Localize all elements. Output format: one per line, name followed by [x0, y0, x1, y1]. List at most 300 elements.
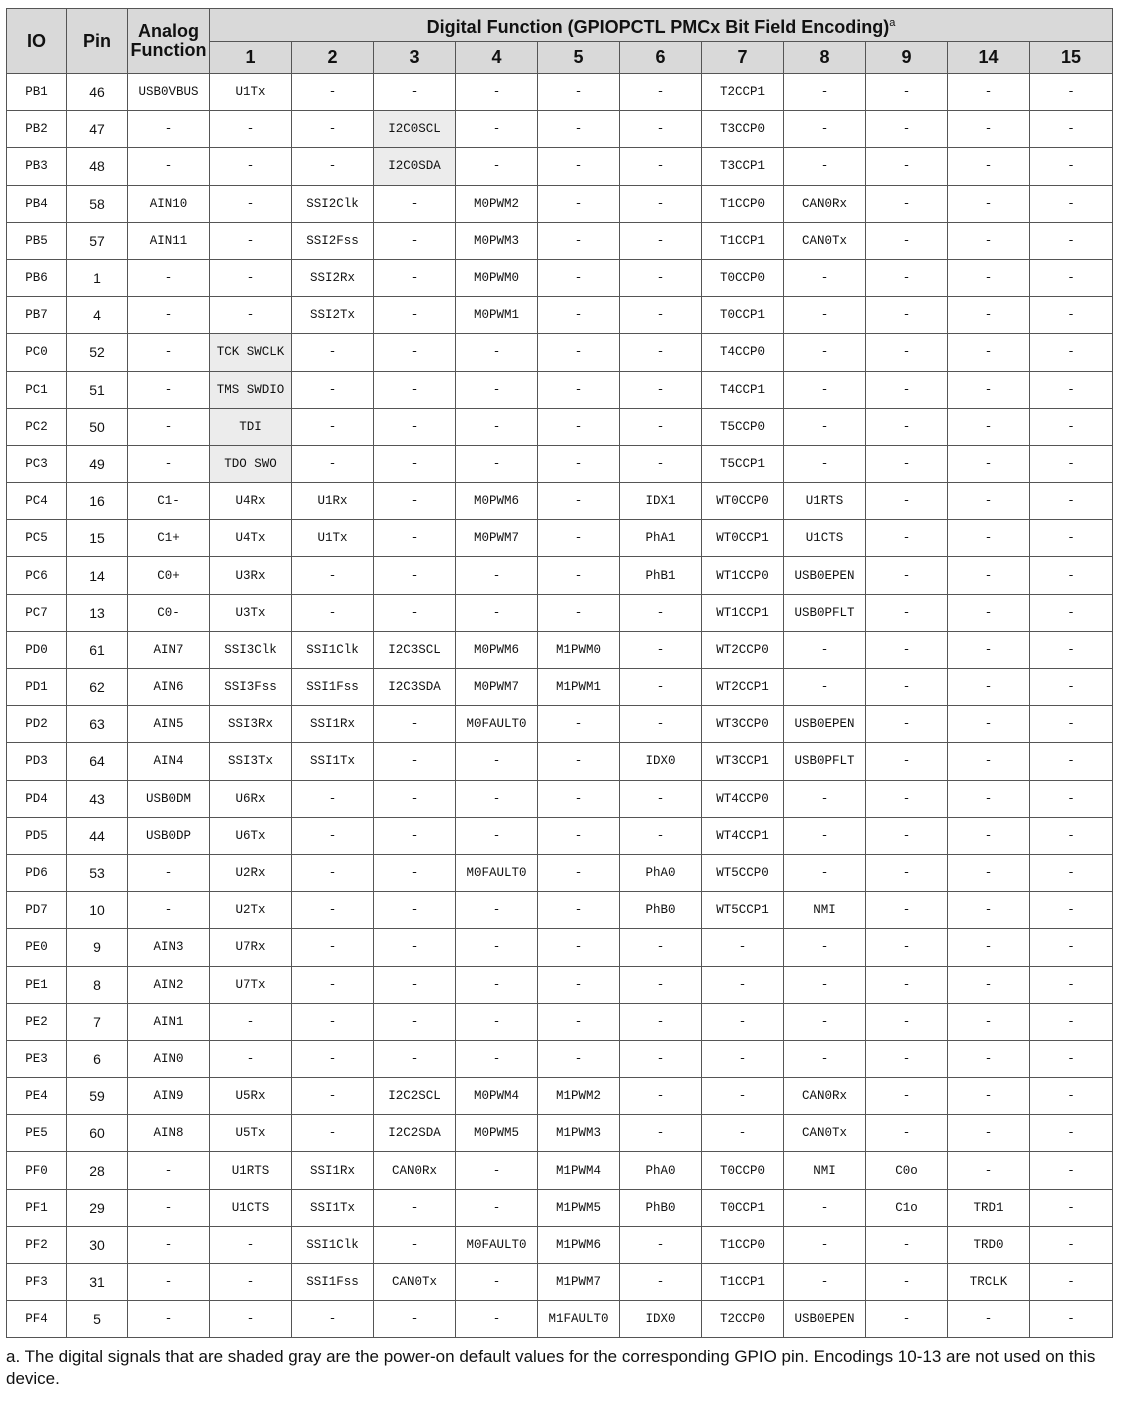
digital-function-cell: - [866, 929, 948, 966]
table-row [7, 966, 1113, 1003]
digital-function-cell: - [866, 669, 948, 706]
digital-function-cell: - [1030, 1152, 1113, 1189]
header-encoding: 14 [948, 42, 1030, 74]
digital-function-cell: - [1030, 445, 1113, 482]
digital-function-cell: C0o [866, 1152, 948, 1189]
digital-function-cell: - [1030, 1115, 1113, 1152]
digital-function-cell: U3Tx [210, 594, 292, 631]
digital-function-cell: M1PWM1 [538, 669, 620, 706]
table-row [7, 594, 1113, 631]
digital-function-cell: - [456, 1003, 538, 1040]
digital-function-cell: - [784, 1226, 866, 1263]
digital-function-cell: - [292, 1040, 374, 1077]
digital-function-cell: - [784, 74, 866, 111]
digital-function-cell: - [456, 1152, 538, 1189]
table-row [7, 743, 1113, 780]
io-cell: PD4 [7, 780, 67, 817]
table-footnote [6, 1346, 1116, 1390]
footnote-reference: a [889, 16, 896, 29]
digital-function-cell: CAN0Tx [374, 1264, 456, 1301]
digital-function-cell: - [948, 1301, 1030, 1338]
digital-function-cell: M0PWM4 [456, 1078, 538, 1115]
digital-function-cell: - [1030, 780, 1113, 817]
table-row [7, 1078, 1113, 1115]
digital-function-cell: - [866, 594, 948, 631]
digital-function-cell: - [456, 1040, 538, 1077]
header-encoding: 2 [292, 42, 374, 74]
analog-function-cell: - [128, 1189, 210, 1226]
digital-function-cell: - [620, 334, 702, 371]
digital-function-cell: - [374, 297, 456, 334]
table-row [7, 1115, 1113, 1152]
table-row [7, 1040, 1113, 1077]
digital-function-cell: - [866, 706, 948, 743]
digital-function-cell: - [702, 1078, 784, 1115]
digital-function-cell: - [538, 854, 620, 891]
digital-function-cell: SSI2Rx [292, 259, 374, 296]
digital-function-cell: M0FAULT0 [456, 1226, 538, 1263]
digital-function-cell: - [374, 334, 456, 371]
table-row [7, 669, 1113, 706]
pin-cell: 14 [67, 557, 128, 594]
digital-function-cell: - [866, 780, 948, 817]
digital-function-cell: - [538, 1003, 620, 1040]
digital-function-cell: - [292, 817, 374, 854]
pin-cell: 8 [67, 966, 128, 1003]
digital-function-cell: U1CTS [210, 1189, 292, 1226]
digital-function-cell: - [1030, 334, 1113, 371]
pin-cell: 57 [67, 222, 128, 259]
table-row [7, 259, 1113, 296]
digital-function-cell: - [948, 408, 1030, 445]
header-io: IO [7, 9, 67, 74]
digital-function-cell: NMI [784, 892, 866, 929]
table-row [7, 929, 1113, 966]
digital-function-cell: M1PWM7 [538, 1264, 620, 1301]
digital-function-cell: PhA0 [620, 1152, 702, 1189]
digital-function-cell: - [784, 1003, 866, 1040]
digital-function-cell: - [620, 706, 702, 743]
io-cell: PD0 [7, 631, 67, 668]
table-row [7, 1301, 1113, 1338]
digital-function-cell: - [620, 111, 702, 148]
digital-function-cell: M1PWM5 [538, 1189, 620, 1226]
analog-function-cell: AIN1 [128, 1003, 210, 1040]
digital-function-cell: - [210, 1226, 292, 1263]
digital-function-cell: - [374, 520, 456, 557]
digital-function-cell: - [784, 817, 866, 854]
digital-function-cell: - [538, 74, 620, 111]
io-cell: PC5 [7, 520, 67, 557]
digital-function-cell: U1CTS [784, 520, 866, 557]
digital-function-cell: - [620, 966, 702, 1003]
digital-function-cell: - [1030, 929, 1113, 966]
digital-function-cell: U7Rx [210, 929, 292, 966]
digital-function-cell: - [866, 148, 948, 185]
pin-cell: 53 [67, 854, 128, 891]
digital-function-cell: - [620, 929, 702, 966]
table-row [7, 1003, 1113, 1040]
digital-function-cell: - [292, 780, 374, 817]
digital-function-cell: - [948, 966, 1030, 1003]
digital-function-cell: - [948, 1115, 1030, 1152]
digital-function-cell: - [948, 1040, 1030, 1077]
pin-cell: 31 [67, 1264, 128, 1301]
digital-function-cell: - [784, 445, 866, 482]
io-cell: PD3 [7, 743, 67, 780]
digital-function-cell: SSI1Clk [292, 1226, 374, 1263]
digital-function-cell: - [948, 780, 1030, 817]
io-cell: PD5 [7, 817, 67, 854]
digital-function-cell: - [784, 297, 866, 334]
digital-function-cell: - [538, 743, 620, 780]
digital-function-cell: - [292, 1115, 374, 1152]
digital-function-cell: - [866, 1115, 948, 1152]
digital-function-cell: WT2CCP1 [702, 669, 784, 706]
digital-function-cell: - [292, 408, 374, 445]
pin-cell: 7 [67, 1003, 128, 1040]
digital-function-cell: - [784, 966, 866, 1003]
digital-function-cell: - [538, 594, 620, 631]
digital-function-cell: - [374, 594, 456, 631]
digital-function-cell: - [374, 966, 456, 1003]
pin-cell: 15 [67, 520, 128, 557]
digital-function-cell: - [948, 185, 1030, 222]
digital-function-cell: - [784, 148, 866, 185]
digital-function-cell: T5CCP1 [702, 445, 784, 482]
digital-function-cell: TDO SWO [210, 445, 292, 482]
io-cell: PB2 [7, 111, 67, 148]
table-row [7, 1226, 1113, 1263]
digital-function-cell: U2Rx [210, 854, 292, 891]
digital-function-cell: M0PWM0 [456, 259, 538, 296]
pin-cell: 48 [67, 148, 128, 185]
digital-function-cell: - [866, 557, 948, 594]
digital-function-cell: - [292, 557, 374, 594]
digital-function-cell: - [948, 631, 1030, 668]
pin-cell: 47 [67, 111, 128, 148]
digital-function-cell: - [1030, 148, 1113, 185]
digital-function-cell: - [866, 631, 948, 668]
digital-function-cell: - [866, 1264, 948, 1301]
header-encoding: 15 [1030, 42, 1113, 74]
digital-function-cell: I2C3SDA [374, 669, 456, 706]
digital-function-cell: - [620, 74, 702, 111]
digital-function-cell: - [374, 1226, 456, 1263]
table-row [7, 483, 1113, 520]
io-cell: PE4 [7, 1078, 67, 1115]
digital-function-cell: - [1030, 297, 1113, 334]
pin-cell: 58 [67, 185, 128, 222]
digital-function-cell: - [866, 817, 948, 854]
digital-function-cell: U1RTS [210, 1152, 292, 1189]
table-row [7, 892, 1113, 929]
pin-cell: 6 [67, 1040, 128, 1077]
footnote-text: The digital signals that are shaded gray are the power-on default values for the corresponding GPIO pin. Encodings 10-13 are not used on this device. [6, 1347, 1096, 1388]
table-body [7, 74, 1113, 1338]
digital-function-cell: SSI1Tx [292, 1189, 374, 1226]
digital-function-cell: - [948, 520, 1030, 557]
digital-function-cell: IDX1 [620, 483, 702, 520]
digital-function-cell: - [538, 185, 620, 222]
analog-function-cell: AIN4 [128, 743, 210, 780]
digital-function-cell: TRD1 [948, 1189, 1030, 1226]
digital-function-cell: - [374, 371, 456, 408]
digital-function-cell: - [456, 817, 538, 854]
digital-function-cell: U1Rx [292, 483, 374, 520]
digital-function-cell: - [292, 854, 374, 891]
digital-function-cell: - [620, 297, 702, 334]
digital-function-cell: - [702, 1115, 784, 1152]
header-encoding: 6 [620, 42, 702, 74]
digital-function-cell: - [948, 1152, 1030, 1189]
digital-function-cell: SSI2Tx [292, 297, 374, 334]
digital-function-cell: - [456, 557, 538, 594]
analog-function-cell: C1- [128, 483, 210, 520]
digital-function-cell: - [948, 929, 1030, 966]
digital-function-cell: - [948, 892, 1030, 929]
digital-function-cell: - [1030, 594, 1113, 631]
digital-function-cell: - [866, 1003, 948, 1040]
digital-function-cell: - [292, 111, 374, 148]
header-encoding: 8 [784, 42, 866, 74]
digital-function-cell: T1CCP0 [702, 1226, 784, 1263]
analog-function-cell: - [128, 111, 210, 148]
digital-function-cell: - [374, 780, 456, 817]
digital-function-cell: IDX0 [620, 743, 702, 780]
pin-cell: 52 [67, 334, 128, 371]
table-row [7, 631, 1113, 668]
digital-function-cell: - [292, 594, 374, 631]
table-row [7, 111, 1113, 148]
digital-function-cell: - [620, 445, 702, 482]
digital-function-cell: U5Rx [210, 1078, 292, 1115]
table-row [7, 706, 1113, 743]
io-cell: PB5 [7, 222, 67, 259]
digital-function-cell: - [866, 483, 948, 520]
digital-function-cell: - [948, 817, 1030, 854]
analog-function-cell: - [128, 1226, 210, 1263]
digital-function-cell: - [620, 594, 702, 631]
analog-function-cell: - [128, 148, 210, 185]
digital-function-cell: U3Rx [210, 557, 292, 594]
digital-function-cell: - [784, 408, 866, 445]
digital-function-cell: U1Tx [292, 520, 374, 557]
digital-function-cell: CAN0Rx [374, 1152, 456, 1189]
digital-function-cell: PhB0 [620, 892, 702, 929]
digital-function-cell: - [1030, 1040, 1113, 1077]
digital-function-cell: WT0CCP1 [702, 520, 784, 557]
digital-function-cell: M0PWM5 [456, 1115, 538, 1152]
digital-function-cell: U6Tx [210, 817, 292, 854]
digital-function-cell: - [948, 74, 1030, 111]
digital-function-cell: - [374, 74, 456, 111]
digital-function-cell: - [374, 185, 456, 222]
digital-function-cell: - [948, 706, 1030, 743]
digital-function-cell: T0CCP0 [702, 259, 784, 296]
digital-function-cell: - [948, 371, 1030, 408]
digital-function-cell: - [620, 780, 702, 817]
digital-function-cell: - [538, 1040, 620, 1077]
digital-function-cell: CAN0Tx [784, 222, 866, 259]
digital-function-cell: - [948, 557, 1030, 594]
digital-function-cell: - [538, 966, 620, 1003]
pin-cell: 63 [67, 706, 128, 743]
digital-function-cell: T2CCP0 [702, 1301, 784, 1338]
digital-function-cell: T1CCP0 [702, 185, 784, 222]
digital-function-cell: M1PWM4 [538, 1152, 620, 1189]
io-cell: PE5 [7, 1115, 67, 1152]
digital-function-cell: SSI3Rx [210, 706, 292, 743]
digital-function-cell: - [784, 780, 866, 817]
digital-function-cell: - [374, 259, 456, 296]
digital-function-cell: CAN0Tx [784, 1115, 866, 1152]
table-row [7, 445, 1113, 482]
digital-function-cell: - [784, 334, 866, 371]
table-row [7, 185, 1113, 222]
digital-function-cell: - [620, 669, 702, 706]
table-row [7, 557, 1113, 594]
pin-cell: 61 [67, 631, 128, 668]
pin-cell: 29 [67, 1189, 128, 1226]
digital-function-cell: I2C2SCL [374, 1078, 456, 1115]
digital-function-cell: - [374, 854, 456, 891]
digital-function-cell: - [948, 1078, 1030, 1115]
digital-function-cell: - [210, 111, 292, 148]
digital-function-cell: M1PWM2 [538, 1078, 620, 1115]
digital-function-cell: CAN0Rx [784, 185, 866, 222]
pin-cell: 62 [67, 669, 128, 706]
digital-function-cell: - [620, 259, 702, 296]
digital-function-cell: U7Tx [210, 966, 292, 1003]
digital-function-cell: M0FAULT0 [456, 706, 538, 743]
digital-function-cell: - [702, 1003, 784, 1040]
analog-function-cell: AIN6 [128, 669, 210, 706]
digital-function-cell: PhB1 [620, 557, 702, 594]
digital-function-cell: - [292, 334, 374, 371]
digital-function-cell: M0PWM7 [456, 520, 538, 557]
digital-function-cell: - [456, 111, 538, 148]
digital-function-cell: - [866, 1040, 948, 1077]
analog-function-cell: - [128, 408, 210, 445]
digital-function-cell: - [456, 966, 538, 1003]
digital-function-cell: SSI1Fss [292, 669, 374, 706]
digital-function-cell: - [948, 222, 1030, 259]
digital-function-cell: T1CCP1 [702, 1264, 784, 1301]
digital-function-cell: WT5CCP1 [702, 892, 784, 929]
digital-function-cell: USB0EPEN [784, 1301, 866, 1338]
digital-function-cell: - [866, 74, 948, 111]
digital-function-cell: - [374, 222, 456, 259]
pin-cell: 50 [67, 408, 128, 445]
digital-function-cell: - [1030, 557, 1113, 594]
header-encoding: 7 [702, 42, 784, 74]
digital-function-cell: USB0PFLT [784, 743, 866, 780]
digital-function-cell: WT3CCP0 [702, 706, 784, 743]
table-row [7, 520, 1113, 557]
digital-function-cell: M1PWM0 [538, 631, 620, 668]
digital-function-cell: - [292, 929, 374, 966]
io-cell: PB4 [7, 185, 67, 222]
io-cell: PF0 [7, 1152, 67, 1189]
digital-function-cell: - [1030, 706, 1113, 743]
table-row [7, 817, 1113, 854]
digital-function-cell: SSI3Fss [210, 669, 292, 706]
header-analog-function: Analog Function [128, 9, 210, 74]
table-row [7, 1264, 1113, 1301]
digital-function-cell: - [866, 111, 948, 148]
digital-function-cell: - [948, 334, 1030, 371]
digital-function-cell: I2C2SDA [374, 1115, 456, 1152]
table-row [7, 371, 1113, 408]
digital-function-cell: - [1030, 1078, 1113, 1115]
analog-function-cell: - [128, 371, 210, 408]
digital-function-cell: - [1030, 259, 1113, 296]
digital-function-cell: - [784, 669, 866, 706]
digital-function-cell: - [620, 1003, 702, 1040]
digital-function-cell: - [620, 1115, 702, 1152]
digital-function-cell: - [292, 966, 374, 1003]
digital-function-cell: M1PWM3 [538, 1115, 620, 1152]
digital-function-cell: M0PWM6 [456, 483, 538, 520]
digital-function-cell: - [1030, 1264, 1113, 1301]
digital-function-cell: - [620, 1264, 702, 1301]
digital-function-cell: - [456, 371, 538, 408]
digital-function-cell: - [456, 594, 538, 631]
digital-function-cell: - [1030, 1226, 1113, 1263]
io-cell: PB7 [7, 297, 67, 334]
digital-function-cell: - [1030, 669, 1113, 706]
digital-function-cell: M1PWM6 [538, 1226, 620, 1263]
header-encoding: 3 [374, 42, 456, 74]
digital-function-cell: NMI [784, 1152, 866, 1189]
digital-function-cell: - [1030, 743, 1113, 780]
digital-function-cell: - [538, 706, 620, 743]
io-cell: PB1 [7, 74, 67, 111]
digital-function-cell: - [1030, 74, 1113, 111]
analog-function-cell: - [128, 892, 210, 929]
analog-function-cell: - [128, 1152, 210, 1189]
analog-function-cell: - [128, 334, 210, 371]
io-cell: PC4 [7, 483, 67, 520]
digital-function-cell: SSI1Clk [292, 631, 374, 668]
digital-function-cell: M0PWM6 [456, 631, 538, 668]
footnote-mark: a. [6, 1347, 21, 1366]
digital-function-cell: - [1030, 111, 1113, 148]
digital-function-cell: - [1030, 222, 1113, 259]
table-header [7, 9, 1113, 74]
digital-function-cell: - [210, 259, 292, 296]
digital-function-cell: - [292, 148, 374, 185]
digital-function-cell: - [948, 854, 1030, 891]
digital-function-cell: WT2CCP0 [702, 631, 784, 668]
digital-function-cell: - [866, 445, 948, 482]
digital-function-cell: - [538, 929, 620, 966]
digital-function-cell: SSI1Fss [292, 1264, 374, 1301]
analog-function-cell: AIN7 [128, 631, 210, 668]
digital-function-cell: CAN0Rx [784, 1078, 866, 1115]
digital-function-cell: - [210, 222, 292, 259]
digital-function-cell: M0PWM2 [456, 185, 538, 222]
digital-function-cell: - [456, 743, 538, 780]
digital-function-cell: I2C0SDA [374, 148, 456, 185]
table-row [7, 297, 1113, 334]
digital-function-cell: - [620, 148, 702, 185]
digital-function-cell: SSI3Tx [210, 743, 292, 780]
digital-function-cell: - [374, 892, 456, 929]
digital-function-cell: - [784, 929, 866, 966]
digital-function-cell: - [866, 185, 948, 222]
